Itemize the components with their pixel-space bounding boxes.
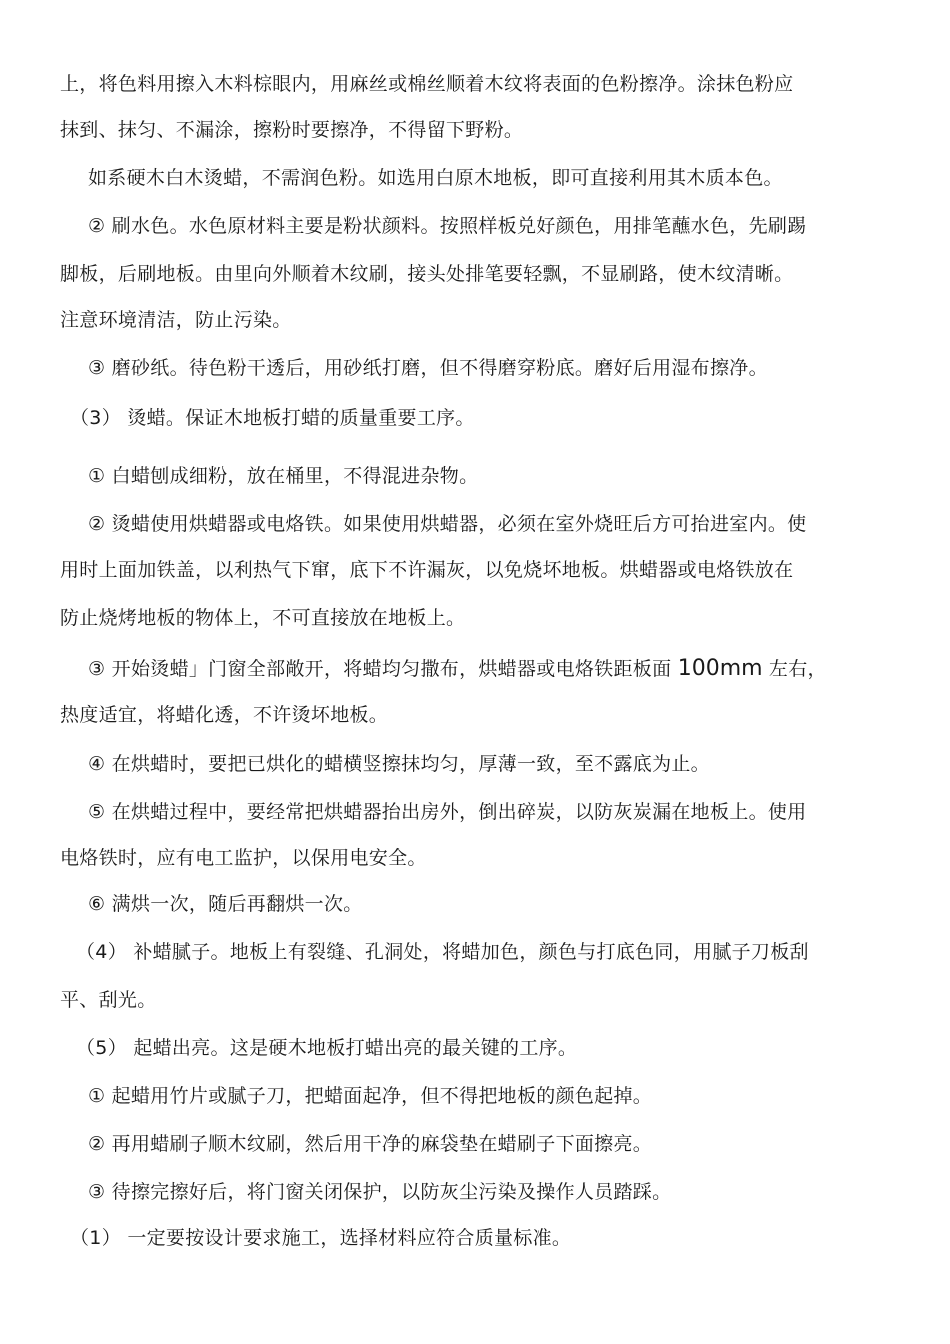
text-line: ⑤ 在烘蜡过程中，要经常把烘蜡器抬出房外，倒出碎炭，以防灰炭漏在地板上。使用 xyxy=(88,801,807,823)
text-line: 脚板，后刷地板。由里向外顺着木纹刷，接头处排笔要轻飘，不显刷路，使木纹清晰。 xyxy=(60,263,794,285)
text-line: 热度适宜，将蜡化透，不许烫坏地板。 xyxy=(60,704,389,726)
text-line: 注意环境清洁，防止污染。 xyxy=(60,309,292,331)
text-line: 电烙铁时，应有电工监护，以保用电安全。 xyxy=(60,847,427,869)
text-line: ③ 待擦完擦好后，将门窗关闭保护，以防灰尘污染及操作人员踏踩。 xyxy=(88,1181,672,1203)
text-line: ③ 磨砂纸。待色粉干透后，用砂纸打磨，但不得磨穿粉底。磨好后用湿布擦净。 xyxy=(88,357,768,379)
section-heading-4: （4） 补蜡腻子。地板上有裂缝、孔洞处，将蜡加色，颜色与打底色同，用腻子刀板刮 xyxy=(76,941,809,963)
measurement-value: 100mm xyxy=(677,656,763,681)
text-line: 用时上面加铁盖，以利热气下窜，底下不许漏灰，以免烧坏地板。烘蜡器或电烙铁放在 xyxy=(60,559,794,581)
text-line: ① 起蜡用竹片或腻子刀，把蜡面起净，但不得把地板的颜色起掉。 xyxy=(88,1085,653,1107)
text-line: ② 烫蜡使用烘蜡器或电烙铁。如果使用烘蜡器，必须在室外烧旺后方可抬进室内。使 xyxy=(88,513,807,535)
text-line: 上，将色料用擦入木料棕眼内，用麻丝或棉丝顺着木纹将表面的色粉擦净。涂抹色粉应 xyxy=(60,73,794,95)
text-line: ⑥ 满烘一次，随后再翻烘一次。 xyxy=(88,893,363,915)
text-line-part: 左右， xyxy=(768,658,827,680)
text-line: ② 再用蜡刷子顺木纹刷，然后用干净的麻袋垫在蜡刷子下面擦亮。 xyxy=(88,1133,653,1155)
text-line: 抹到、抹匀、不漏涂，擦粉时要擦净，不得留下野粉。 xyxy=(60,119,524,141)
text-line: ① 白蜡刨成细粉，放在桶里，不得混进杂物。 xyxy=(88,465,479,487)
section-heading-3: （3） 烫蜡。保证木地板打蜡的质量重要工序。 xyxy=(70,407,475,429)
text-line: 平、刮光。 xyxy=(60,989,157,1011)
text-line: 防止烧烤地板的物体上，不可直接放在地板上。 xyxy=(60,607,466,629)
text-line: 如系硬木白木烫蜡，不需润色粉。如选用白原木地板，即可直接利用其木质本色。 xyxy=(88,167,783,189)
text-line: ④ 在烘蜡时，要把已烘化的蜡横竖擦抹均匀，厚薄一致，至不露底为止。 xyxy=(88,753,710,775)
section-heading-5: （5） 起蜡出亮。这是硬木地板打蜡出亮的最关键的工序。 xyxy=(76,1037,578,1059)
text-line-part: ③ 开始烫蜡」门窗全部敞开，将蜡均匀撒布，烘蜡器或电烙铁距板面 xyxy=(88,658,672,680)
text-line: ② 刷水色。水色原材料主要是粉状颜料。按照样板兑好颜色，用排笔蘸水色，先刷踢 xyxy=(88,215,807,237)
text-line xyxy=(88,657,827,681)
section-heading-1: （1） 一定要按设计要求施工，选择材料应符合质量标准。 xyxy=(70,1227,572,1249)
